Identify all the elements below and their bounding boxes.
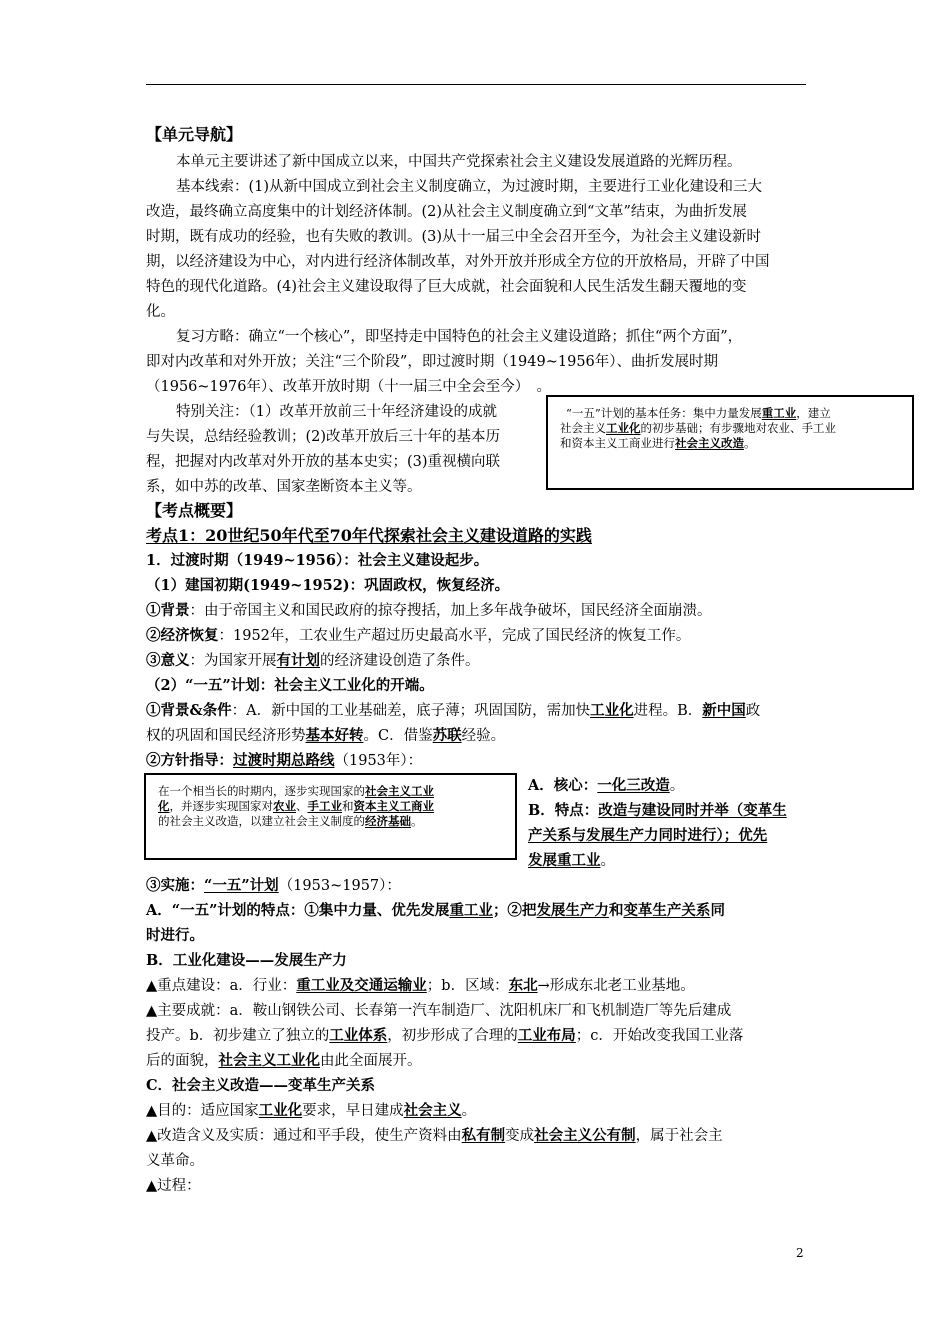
general-line-quote-box	[144, 773, 517, 860]
achievement-line: ▲主要成就：a．鞍山钢铁公司、长春第一汽车制造厂、沈阳机床厂和飞机制造厂等先后建成	[146, 1003, 732, 1019]
section-title-overview: 【考点概要】	[146, 501, 243, 520]
header-rule	[146, 84, 806, 85]
socialist-transformation-title: C．社会主义改造——变革生产关系	[146, 1077, 376, 1094]
conditions-line: 权的巩固和国民经济形势基本好转。C．借鉴苏联经验。	[146, 727, 506, 744]
key-construction-line: ▲重点建设：a．行业：重工业及交通运输业；b．区域：东北→形成东北老工业基地。	[146, 977, 695, 994]
meaning-line: 义革命。	[146, 1153, 204, 1169]
feature-line: 发展重工业。	[528, 852, 615, 869]
plan-feature-line: 时进行。	[146, 927, 204, 944]
section-title-unit-nav: 【单元导航】	[146, 125, 243, 144]
nav-intro: 本单元主要讲述了新中国成立以来，中国共产党探索社会主义建设发展道路的光辉历程。	[176, 154, 742, 170]
box2-line: 化，并逐步实现国家对农业、手工业和资本主义工商业	[158, 799, 434, 813]
box2-line: 的社会主义改造，以建立社会主义制度的经济基础。	[158, 814, 423, 828]
box1-line: “一五”计划的基本任务：集中力量发展重工业，建立	[566, 406, 831, 420]
subsection-title: （2）“一五”计划：社会主义工业化的开端。	[146, 677, 434, 694]
box2-line: 在一个相当长的时期内，逐步实现国家的社会主义工业	[158, 784, 434, 798]
box1-line: 和资本主义工商业进行社会主义改造。	[560, 436, 756, 450]
background-line: ①背景：由于帝国主义和国民政府的掠夺搜括，加上多年战争破坏，国民经济全面崩溃。	[146, 602, 712, 619]
nav-clue-line: 时期，既有成功的经验，也有失败的教训。(3)从十一届三中全会召开至今，为社会主义建设新时	[146, 229, 762, 245]
subsection-title: 1．过渡时期（1949~1956）：社会主义建设起步。	[146, 552, 489, 569]
nav-clue-line: 基本线索：(1)从新中国成立到社会主义制度确立，为过渡时期，主要进行工业化建设和三大	[176, 179, 763, 195]
nav-clue-line: 特色的现代化道路。(4)社会主义建设取得了巨大成就，社会面貌和人民生活发生翻天覆地的变	[146, 279, 747, 295]
achievement-line: 后的面貌，社会主义工业化由此全面展开。	[146, 1052, 422, 1069]
industrialization-title: B．工业化建设——发展生产力	[146, 952, 347, 969]
nav-special-line: 系，如中苏的改革、国家垄断资本主义等。	[146, 479, 422, 495]
five-year-plan-task-box	[546, 395, 914, 490]
feature-line: B．特点：改造与建设同时并举（变革生	[528, 802, 787, 819]
achievement-line: 投产。b．初步建立了独立的工业体系，初步形成了合理的工业布局；c．开始改变我国工业落	[146, 1027, 744, 1044]
box1-line: 社会主义工业化的初步基础；有步骤地对农业、手工业	[560, 421, 836, 435]
page-number: 2	[796, 1246, 804, 1260]
significance-line: ③意义：为国家开展有计划的经济建设创造了条件。	[146, 652, 480, 669]
core-line: A．核心：一化三改造。	[528, 777, 685, 794]
implementation-line: ③实施：“一五”计划（1953~1957）：	[146, 877, 401, 894]
nav-special-line: 与失误，总结经验教训；(2)改革开放后三十年的基本历	[146, 429, 501, 445]
recovery-line: ②经济恢复：1952年，工农业生产超过历史最高水平，完成了国民经济的恢复工作。	[146, 627, 691, 644]
nav-clue-line: 改造，最终确立高度集中的计划经济体制。(2)从社会主义制度确立到“文革”结束，为曲折发展	[146, 204, 747, 220]
process-line: ▲过程：	[146, 1178, 201, 1194]
plan-feature-line: A．“一五”计划的特点：①集中力量、优先发展重工业；②把发展生产力和变革生产关系同	[146, 902, 725, 919]
nav-clue-line: 期，以经济建设为中心，对内进行经济体制改革，对外开放并形成全方位的开放格局，开辟了中国	[146, 254, 770, 270]
feature-line: 产关系与发展生产力同时进行）；优先	[528, 827, 768, 844]
nav-method-line: 复习方略：确立“一个核心”，即坚持走中国特色的社会主义建设道路；抓住“两个方面”，	[176, 329, 743, 345]
subsection-title: （1）建国初期(1949~1952)：巩固政权，恢复经济。	[146, 577, 510, 594]
meaning-line: ▲改造含义及实质：通过和平手段，使生产资料由私有制变成社会主义公有制，属于社会主	[146, 1127, 723, 1144]
kaodian-title: 考点1：20世纪50年代至70年代探索社会主义建设道路的实践	[146, 526, 592, 545]
nav-special-line: 程，把握对内改革对外开放的基本史实；(3)重视横向联	[146, 454, 501, 470]
nav-clue-line: 化。	[146, 304, 175, 320]
nav-method-line: 即对内改革和对外开放；关注“三个阶段”，即过渡时期（1949~1956年）、曲折发展时期	[146, 354, 719, 370]
nav-special-line: 特别关注：（1）改革开放前三十年经济建设的成就	[176, 404, 497, 420]
guideline-line: ②方针指导：过渡时期总路线（1953年）：	[146, 752, 423, 769]
conditions-line: ①背景&条件：A．新中国的工业基础差，底子薄；巩固国防，需加快工业化进程。B．新中国政	[146, 702, 761, 719]
nav-method-line: （1956~1976年）、改革开放时期（十一届三中全会至今） 。	[146, 379, 551, 395]
aim-line: ▲目的：适应国家工业化要求，早日建成社会主义。	[146, 1102, 477, 1119]
